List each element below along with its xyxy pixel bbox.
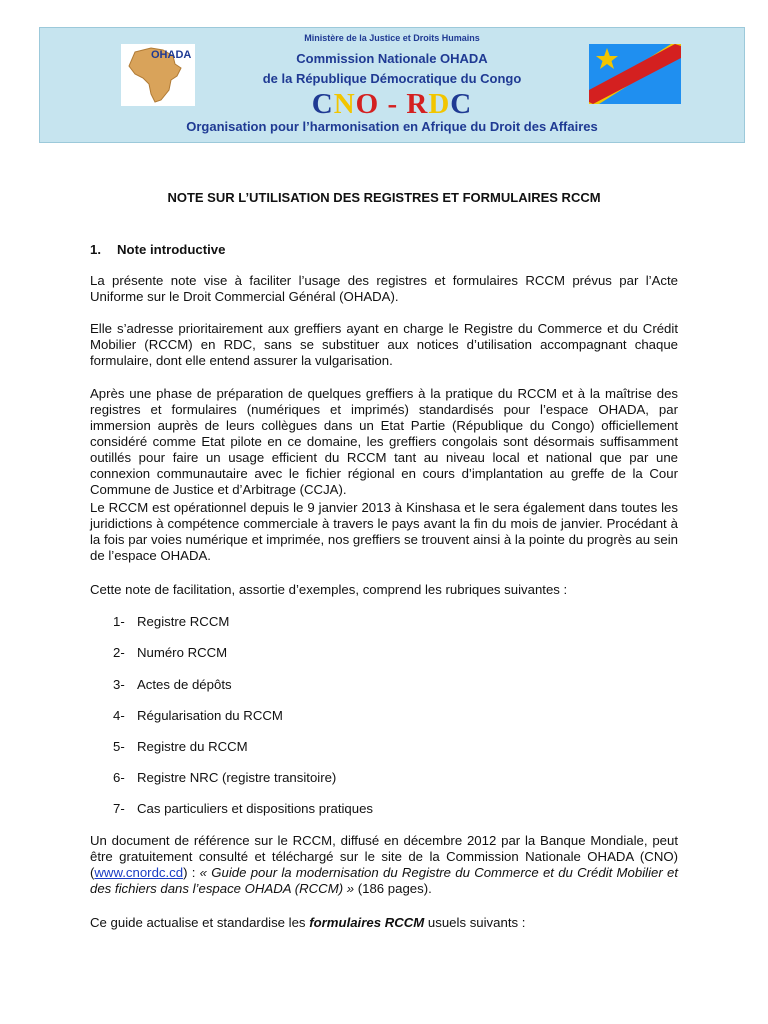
formulaires-rccm: formulaires RCCM xyxy=(309,915,425,930)
cno-dash: - xyxy=(379,88,407,120)
list-item-number: 3- xyxy=(113,677,125,692)
paragraph-7-text xyxy=(90,915,678,931)
list-item-number: 2- xyxy=(113,645,125,660)
list-item-label: Registre du RCCM xyxy=(137,739,248,754)
list-item-label: Registre RCCM xyxy=(137,614,230,629)
drc-flag xyxy=(589,44,681,104)
list-item-label: Actes de dépôts xyxy=(137,677,232,692)
section-heading xyxy=(90,242,225,257)
section-label: Note introductive xyxy=(117,242,226,257)
paragraph-2 xyxy=(90,321,678,369)
paragraph-3 xyxy=(90,386,678,498)
list-item-label: Cas particuliers et dispositions pratiques xyxy=(137,801,374,816)
paragraph-5 xyxy=(90,582,678,598)
rdc-letter-c: C xyxy=(450,88,473,120)
list-item xyxy=(113,708,283,723)
list-item-number: 7- xyxy=(113,801,125,816)
country-name: de la République Démocratique du Congo xyxy=(262,71,522,86)
paragraph-5-text: Cette note de facilitation, assortie d’exemples, comprend les rubriques suivantes : xyxy=(90,582,568,597)
list-item-label: Régularisation du RCCM xyxy=(137,708,283,723)
guide-title: « Guide pour la modernisation du Registre du Commerce et du Crédit Mobilier et des fichiers dans l’espace OHADA (RCCM) » xyxy=(90,865,678,896)
section-number: 1. xyxy=(90,242,101,257)
paragraph-4 xyxy=(90,500,678,564)
list-item-number: 6- xyxy=(113,770,125,785)
paragraph-1 xyxy=(90,273,678,305)
document-title: NOTE SUR L’UTILISATION DES REGISTRES ET FORMULAIRES RCCM xyxy=(167,190,601,205)
list-item-number: 4- xyxy=(113,708,125,723)
cno-letter-n: N xyxy=(333,88,356,120)
cno-letter-c: C xyxy=(311,88,334,120)
organisation-line: Organisation pour l’harmonisation en Afrique du Droit des Affaires xyxy=(186,119,598,134)
header-banner xyxy=(39,27,745,143)
list-item xyxy=(113,614,229,629)
commission-name: Commission Nationale OHADA xyxy=(296,51,488,66)
list-item xyxy=(113,645,227,660)
rdc-letter-d: D xyxy=(428,88,451,120)
list-item-label: Numéro RCCM xyxy=(137,645,228,660)
cnordc-link[interactable]: www.cnordc.cd xyxy=(94,865,184,880)
list-item-label: Registre NRC (registre transitoire) xyxy=(137,770,337,785)
paragraph-6 xyxy=(90,833,678,897)
ministry-line: Ministère de la Justice et Droits Humains xyxy=(304,33,480,43)
list-item-number: 1- xyxy=(113,614,125,629)
paragraph-4-text: Le RCCM est opérationnel depuis le 9 janvier 2013 à Kinshasa et le sera également dans toutes les juridictions à compétence commerciale à travers le pays avant la fin du mois de janvier. Procédant à la fois par voies numérique et imprimée, nos greffiers se trouvent ainsi à la pointe du progrès au sein de l’espace OHADA. xyxy=(90,500,678,563)
logo-text: OHADA xyxy=(151,49,192,61)
paragraph-6-part-b: ) : xyxy=(183,865,200,880)
paragraph-2-text: Elle s’adresse prioritairement aux greffiers ayant en charge le Registre du Commerce et du Crédit Mobilier (RCCM) en RDC, sans se substituer aux notices d’utilisation accompagnant chaque formulaire, dont elle entend assurer la vulgarisation. xyxy=(90,321,678,368)
list-item-number: 5- xyxy=(113,739,125,754)
paragraph-7 xyxy=(90,915,678,931)
paragraph-1-text: La présente note vise à faciliter l’usage des registres et formulaires RCCM prévus par l’Acte Uniforme sur le Droit Commercial Général (OHADA). xyxy=(90,273,678,304)
list-item xyxy=(113,801,373,816)
paragraph-3-text: Après une phase de préparation de quelques greffiers à la pratique du RCCM et à la maîtrise des registres et formulaires (numériques et imprimés) standardisés pour l’espace OHADA, par immersion auprès de leurs collègues dans un Etat Partie (République du Congo) officiellement considéré comme Etat pilote en ce domaine, les greffiers congolais sont désormais suffisamment outillés pour faire un usage efficient du RCCM tant au niveau local et national que par une connexion communautaire avec le fichier régional en cours d’implantation au greffe de la Cour Commune de Justice et d’Arbitrage (CCJA). xyxy=(90,386,678,497)
paragraph-7-part-b: usuels suivants : xyxy=(424,915,526,930)
paragraph-6-part-a: Un document de référence sur le RCCM, diffusé en décembre 2012 par la Banque Mondiale, peut être gratuitement consulté et téléchargé sur le site de la Commission Nationale OHADA (CNO) ( xyxy=(90,833,678,880)
paragraph-6-part-c: (186 pages). xyxy=(354,881,432,896)
list-item xyxy=(113,739,248,754)
paragraph-6-text xyxy=(90,833,678,897)
paragraph-7-part-a: Ce guide actualise et standardise les xyxy=(90,915,310,930)
rdc-letter-r: R xyxy=(406,88,429,120)
list-item xyxy=(113,677,232,692)
list-item xyxy=(113,770,336,785)
cno-letter-o: O xyxy=(355,88,380,120)
